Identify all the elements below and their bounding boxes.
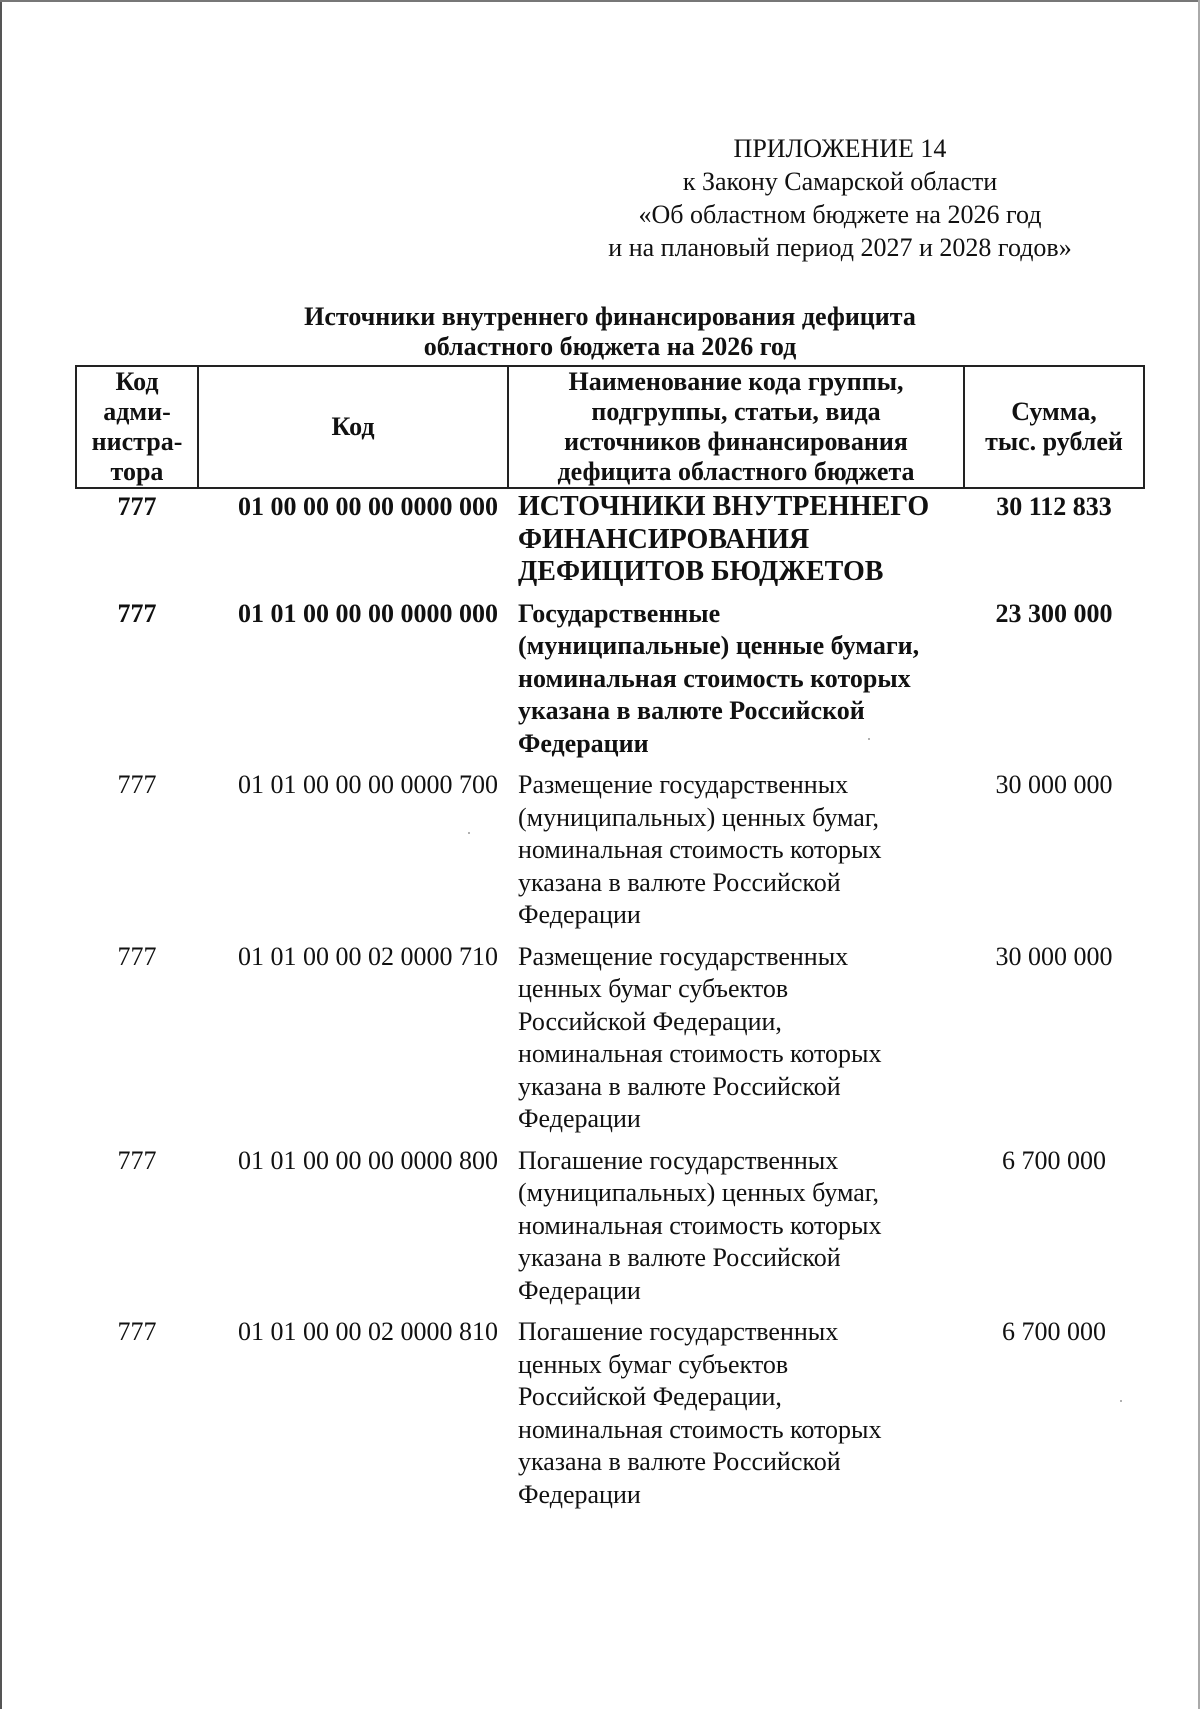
scan-speck xyxy=(1120,1400,1122,1402)
scan-speck xyxy=(468,832,470,834)
scan-edge-top xyxy=(0,0,1200,2)
source-name-line: ценных бумаг субъектов xyxy=(518,1349,789,1379)
source-name-line: номинальная стоимость которых xyxy=(518,1414,882,1444)
header-name-line: Наименование кода группы, xyxy=(568,367,904,396)
scan-edge-left xyxy=(0,0,2,1709)
title-line-2: областного бюджета на 2026 год xyxy=(423,332,797,361)
source-name-line: ДЕФИЦИТОВ БЮДЖЕТОВ xyxy=(518,556,884,587)
source-name-line: ценных бумаг субъектов xyxy=(518,974,789,1003)
header-admin-line: тора xyxy=(110,457,164,486)
appendix-law-title: «Об областном бюджете на 2026 год xyxy=(638,200,1042,229)
table-row xyxy=(76,938,1144,1142)
source-name-line: Размещение государственных xyxy=(518,941,849,971)
appendix-header xyxy=(560,132,1120,264)
header-name xyxy=(508,366,964,488)
admin-code-cell: 777 xyxy=(117,941,157,971)
header-amount-line: тыс. рублей xyxy=(985,427,1123,456)
source-name-line: номинальная стоимость которых xyxy=(518,1039,882,1068)
source-name-line: Размещение государственных xyxy=(518,770,849,799)
admin-code-cell: 777 xyxy=(117,492,157,521)
source-name-line: указана в валюте Российской xyxy=(518,1243,841,1272)
title-line-1: Источники внутреннего финансирования дефицита xyxy=(304,302,916,331)
source-name-line: указана в валюте Российской xyxy=(518,696,865,725)
table-row xyxy=(76,1313,1144,1517)
source-name-cell xyxy=(508,1142,964,1314)
source-name-cell xyxy=(508,1313,964,1517)
source-name-line: Федерации xyxy=(518,1104,641,1133)
source-name-cell xyxy=(508,488,964,595)
source-name-line: (муниципальных) ценных бумаг, xyxy=(518,802,880,832)
budget-code-cell: 01 00 00 00 00 0000 000 xyxy=(238,492,498,521)
appendix-number: ПРИЛОЖЕНИЕ 14 xyxy=(733,134,947,163)
amount-cell: 30 112 833 xyxy=(996,492,1112,521)
amount-cell: 6 700 000 xyxy=(1002,1145,1106,1175)
source-name-line: Российской Федерации, xyxy=(518,1006,782,1036)
header-admin-line: адми- xyxy=(103,397,171,426)
source-name-cell xyxy=(508,766,964,938)
admin-code-cell: 777 xyxy=(117,770,157,799)
source-name-line: ФИНАНСИРОВАНИЯ xyxy=(518,523,810,555)
header-name-line: дефицита областного бюджета xyxy=(557,457,915,486)
source-name-line: ИСТОЧНИКИ ВНУТРЕННЕГО xyxy=(518,491,930,522)
admin-code-cell: 777 xyxy=(117,1145,157,1175)
document-title xyxy=(160,302,1060,362)
source-name-line: Погашение государственных xyxy=(518,1317,839,1346)
appendix-law-period: и на плановый период 2027 и 2028 годов» xyxy=(608,233,1072,262)
amount-cell: 30 000 000 xyxy=(995,941,1113,971)
admin-code-cell: 777 xyxy=(117,1317,157,1346)
source-name-line: Федерации xyxy=(518,1479,641,1509)
appendix-law-ref: к Закону Самарской области xyxy=(682,167,998,196)
source-name-line: Федерации xyxy=(518,900,641,929)
table-row xyxy=(76,766,1144,938)
amount-cell: 30 000 000 xyxy=(995,770,1113,799)
table-header-row xyxy=(76,366,1144,488)
source-name-line: Федерации xyxy=(518,728,649,758)
header-admin-code xyxy=(76,366,198,488)
budget-code-cell: 01 01 00 00 02 0000 710 xyxy=(238,941,498,971)
source-name-line: указана в валюте Российской xyxy=(518,867,841,897)
table-row xyxy=(76,1142,1144,1314)
amount-cell: 23 300 000 xyxy=(995,598,1113,628)
header-name-line: источников финансирования xyxy=(564,427,908,456)
table-body xyxy=(76,488,1144,1517)
source-name-line: Российской Федерации, xyxy=(518,1382,782,1411)
budget-code-cell: 01 01 00 00 02 0000 810 xyxy=(238,1317,498,1346)
source-name-line: указана в валюте Российской xyxy=(518,1447,841,1476)
amount-cell: 6 700 000 xyxy=(1002,1317,1106,1346)
financing-sources-table xyxy=(75,365,1145,1517)
budget-code-cell: 01 01 00 00 00 0000 000 xyxy=(238,598,498,628)
source-name-line: Федерации xyxy=(518,1275,641,1305)
header-code: Код xyxy=(198,366,508,488)
source-name-line: номинальная стоимость которых xyxy=(518,663,911,693)
source-name-line: Погашение государственных xyxy=(518,1145,839,1175)
scan-speck xyxy=(868,738,870,740)
source-name-line: (муниципальных) ценных бумаг, xyxy=(518,1178,880,1207)
table-row xyxy=(76,595,1144,767)
source-name-line: указана в валюте Российской xyxy=(518,1071,841,1101)
source-name-line: Государственные xyxy=(518,598,721,628)
budget-code-cell: 01 01 00 00 00 0000 700 xyxy=(238,770,498,799)
budget-code-cell: 01 01 00 00 00 0000 800 xyxy=(238,1145,498,1175)
header-admin-line: нистра- xyxy=(91,427,183,456)
source-name-line: номинальная стоимость которых xyxy=(518,1210,882,1240)
table-row xyxy=(76,488,1144,595)
header-amount xyxy=(964,366,1144,488)
header-amount-line: Сумма, xyxy=(1011,397,1097,426)
header-name-line: подгруппы, статьи, вида xyxy=(591,397,881,426)
source-name-cell xyxy=(508,938,964,1142)
source-name-line: номинальная стоимость которых xyxy=(518,835,882,864)
source-name-cell xyxy=(508,595,964,767)
admin-code-cell: 777 xyxy=(117,598,157,628)
header-admin-line: Код xyxy=(115,367,159,396)
source-name-line: (муниципальные) ценные бумаги, xyxy=(518,631,920,660)
